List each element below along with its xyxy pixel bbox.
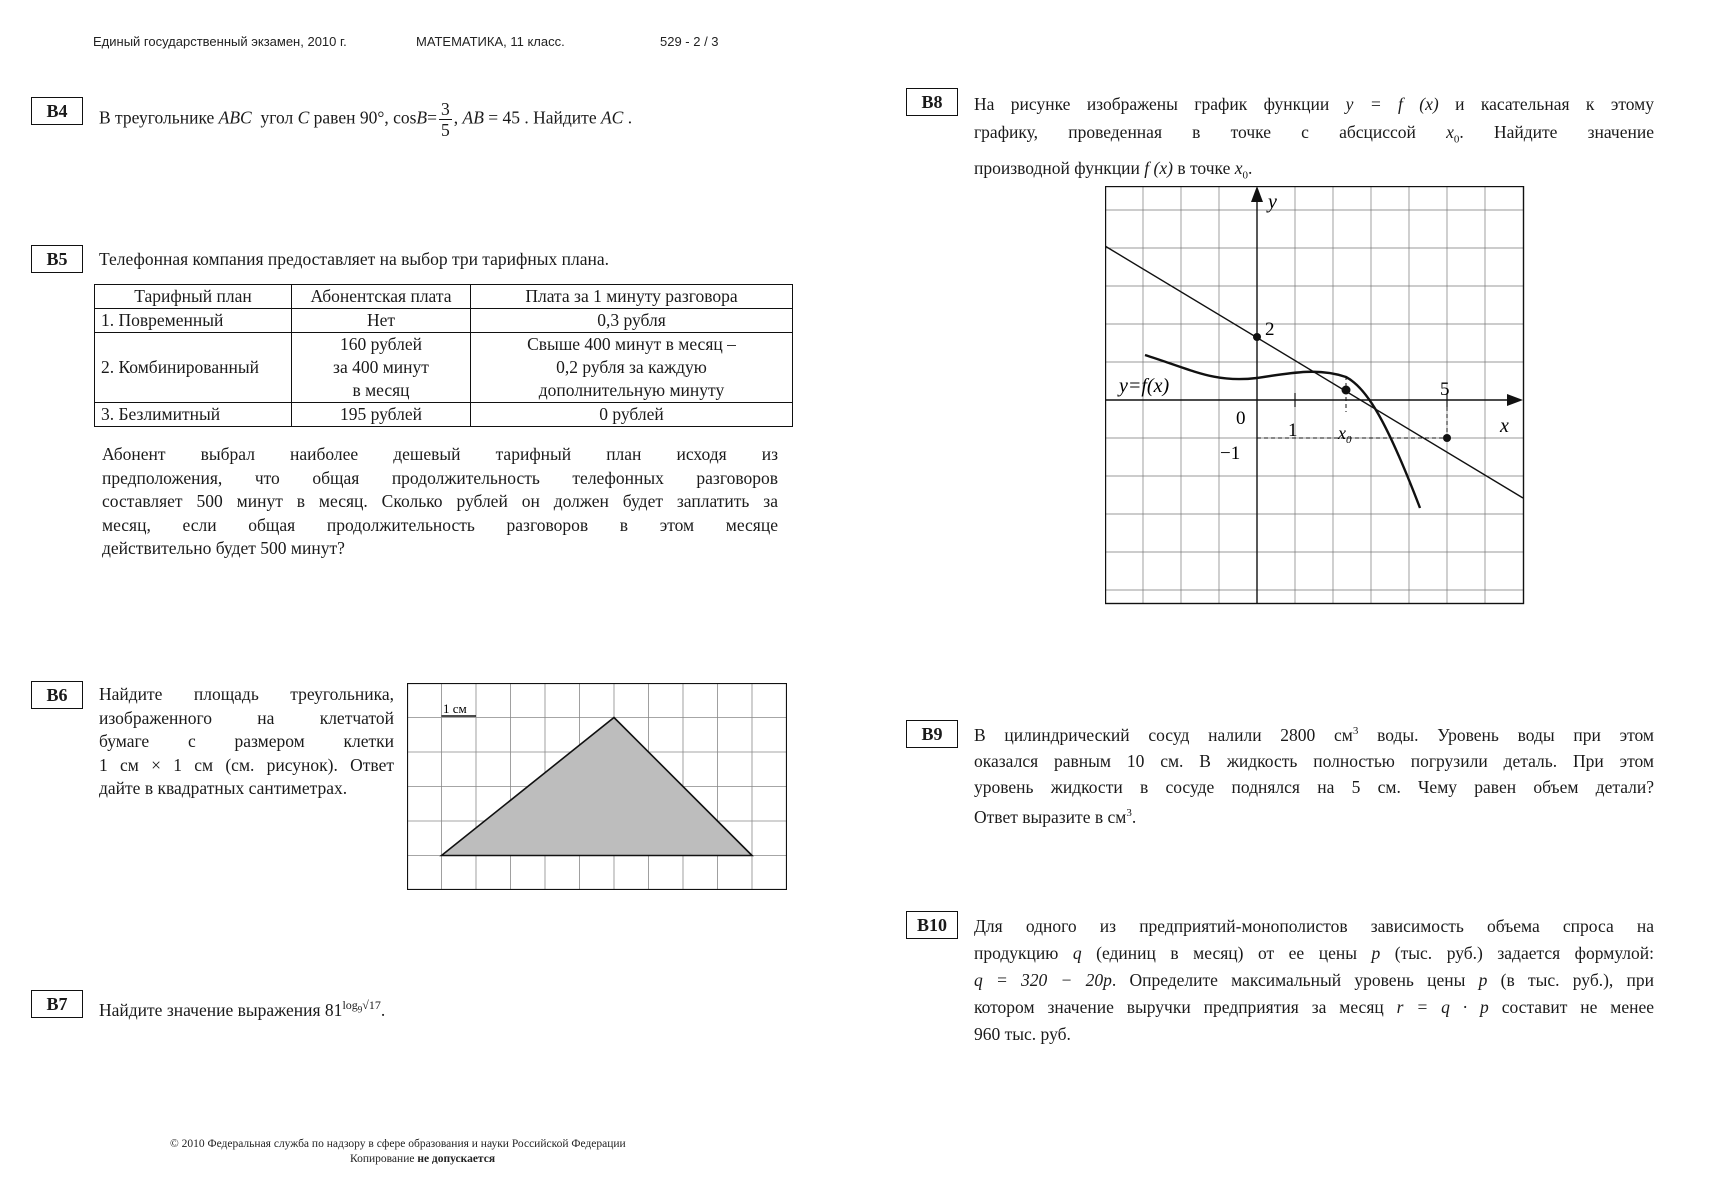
- footer-copy-notice: Копирование не допускается: [350, 1153, 496, 1165]
- y-axis-arrow: [1251, 186, 1263, 202]
- function-label: y=f(x): [1119, 375, 1170, 397]
- y-axis-label: y: [1268, 191, 1277, 213]
- b10-text: Для одного из предприятий-монополистов зависимость объема спроса на продукцию q (единиц в месяц) от ее цены p (тыс. руб.) задается формулой: q = 320 − 20p. Определите максимальный уровень цены p (в тыс. руб.), при котором значение выручки предприятия за месяц r = q · p составит не менее 960 тыс. руб.: [974, 916, 1655, 1044]
- header-page: 529 - 2 / 3: [660, 34, 719, 49]
- point-five-minus-one: [1443, 434, 1451, 442]
- b8-text: На рисунке изображены график функции y = f (x) и касательная к этому графику, проведенная в точке с абсциссой $x_0$. Найдите значение производной функции f (x) в точке $x_0$.: [974, 94, 1654, 181]
- two-label: 2: [1265, 319, 1275, 340]
- b9-label: B9: [906, 720, 958, 748]
- col-plan: Тарифный план: [95, 285, 292, 309]
- col-fee: Абонентская плата: [292, 285, 471, 309]
- b8-label: B8: [906, 88, 958, 116]
- point-y-intercept: [1253, 333, 1261, 341]
- header-exam: Единый государственный экзамен, 2010 г.: [93, 34, 347, 49]
- b10-label: B10: [906, 911, 958, 939]
- footer-copyright: © 2010 Федеральная служба по надзору в сфере образования и науки Российской Федерации: [170, 1138, 626, 1150]
- triangle-grid-figure: [407, 683, 787, 890]
- point-tangency: [1342, 386, 1351, 395]
- b5-intro: Телефонная компания предоставляет на выбор три тарифных плана.: [99, 249, 610, 269]
- b9-text: В цилиндрический сосуд налили 2800 $см^3$ воды. Уровень воды при этом оказался равным 10 см. В жидкость полностью погрузили деталь. При этом уровень жидкости в сосуде поднялся на 5 см. Чему равен объем детали? Ответ выразите в $см^3$.: [974, 724, 1654, 827]
- scale-label: 1 см: [443, 701, 467, 716]
- x0-label: $x_0$: [1338, 423, 1352, 446]
- table-header-row: [95, 285, 793, 309]
- b5-question: Абонент выбрал наиболее дешевый тарифный план исходя из предположения, что общая продолжительность телефонных разговоров составляет 500 минут в месяц. Сколько рублей он должен будет заплатить за месяц, если общая продолжительность разговоров в этом месяце действительно будет 500 минут?: [102, 444, 778, 558]
- b4-text: В треугольнике ABC угол C равен 90°, cosB= $\frac{3}{5}$ , AB = 45 . Найдите AC .: [99, 99, 633, 140]
- b7-text: Найдите значение выражения $81^{log_9√17}$.: [99, 998, 386, 1020]
- x-axis-label: x: [1500, 415, 1509, 437]
- b5-label: B5: [31, 245, 83, 273]
- table-row: 2. Комбинированный 160 рублей за 400 минут в месяц Свыше 400 минут в месяц – 0,2 рубля за каждую дополнительную минуту: [95, 333, 793, 403]
- derivative-graph: [1105, 186, 1525, 606]
- b6-text: Найдите площадь треугольника, изображенного на клетчатой бумаге с размером клетки 1 см × 1 см (см. рисунок). Ответ дайте в квадратных сантиметрах.: [99, 684, 394, 798]
- header-subject: МАТЕМАТИКА, 11 класс.: [416, 34, 565, 49]
- origin-label: 0: [1236, 408, 1246, 429]
- b7-label: B7: [31, 990, 83, 1018]
- minus-one-label: −1: [1220, 443, 1241, 464]
- five-label: 5: [1440, 379, 1450, 400]
- x-axis-arrow: [1507, 394, 1523, 406]
- function-curve: [1145, 355, 1420, 508]
- table-row: 3. Безлимитный 195 рублей 0 рублей: [95, 403, 793, 427]
- tariff-table: [94, 284, 793, 427]
- b4-fraction: $\frac{3}{5}$: [441, 99, 450, 140]
- table-row: 1. Повременный Нет 0,3 рубля: [95, 309, 793, 333]
- b6-label: B6: [31, 681, 83, 709]
- one-label: 1: [1288, 420, 1298, 441]
- b4-label: B4: [31, 97, 83, 125]
- col-rate: Плата за 1 минуту разговора: [471, 285, 793, 309]
